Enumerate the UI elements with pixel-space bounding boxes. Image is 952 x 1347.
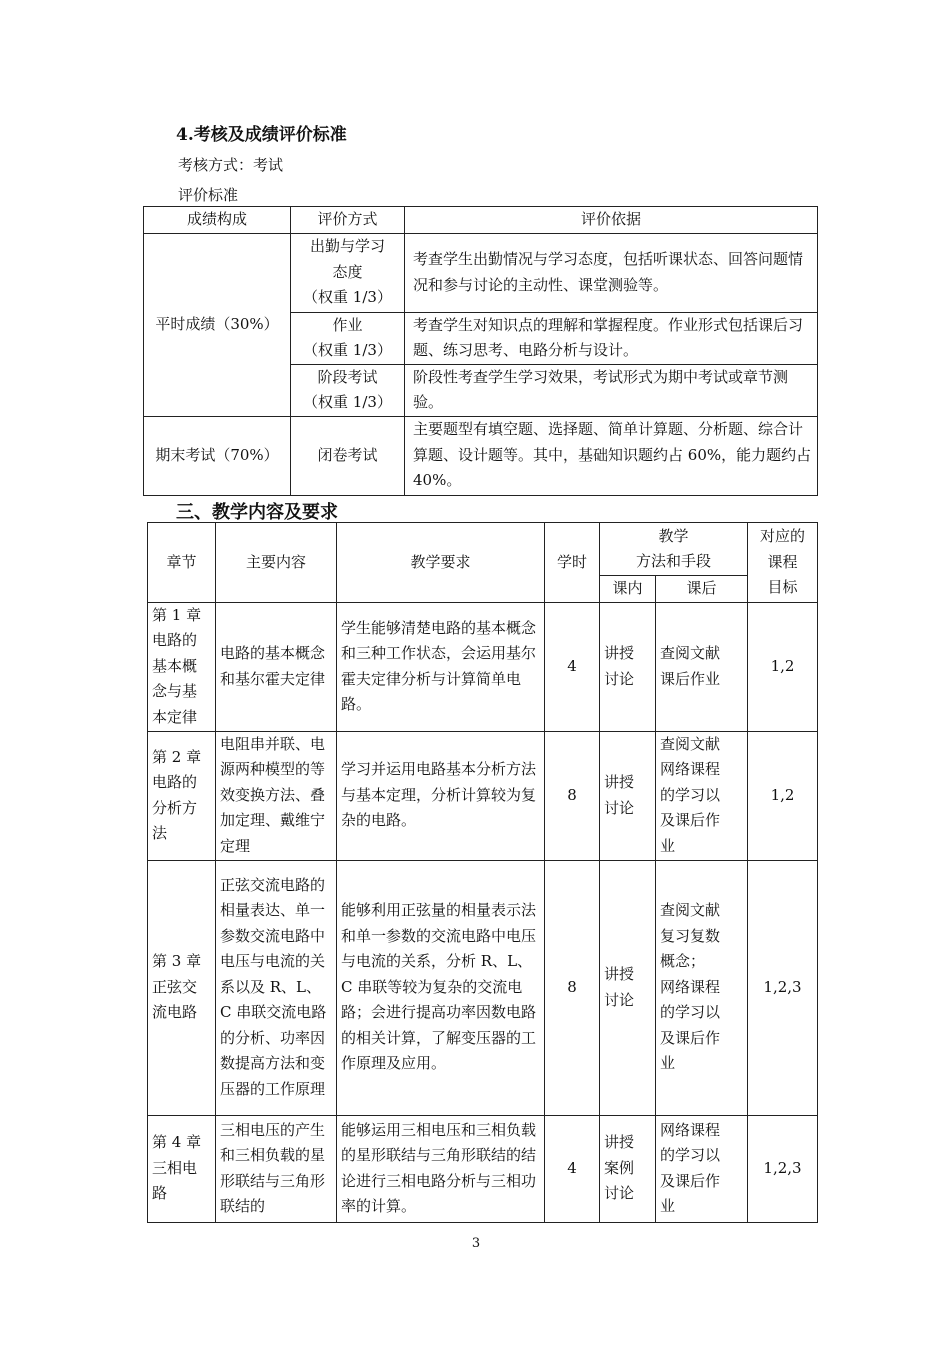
- in-class-cell: 讲授 讨论: [600, 731, 656, 860]
- header-requirement: 教学要求: [337, 523, 545, 603]
- header-hours: 学时: [545, 523, 600, 603]
- table-row: [148, 731, 818, 860]
- goals-cell: 1,2: [748, 602, 818, 731]
- header-main-content: 主要内容: [216, 523, 337, 603]
- after-class-cell: 查阅文献 课后作业: [656, 602, 748, 731]
- table-row: [148, 860, 818, 1115]
- criteria-label: 评价标准: [178, 186, 239, 204]
- after-class-cell: 查阅文献 复习复数 概念； 网络课程 的学习以 及课后作 业: [656, 860, 748, 1115]
- method-cell: 阶段考试 （权重 1/3）: [291, 364, 405, 416]
- content-cell: 三相电压的产生和三相负载的星形联结与三角形联结的: [216, 1115, 337, 1222]
- in-class-cell: 讲授 讨论: [600, 860, 656, 1115]
- teaching-content-table: [147, 522, 818, 1223]
- requirement-cell: 学习并运用电路基本分析方法与基本定理，分析计算较为复杂的电路。: [337, 731, 545, 860]
- requirement-cell: 学生能够清楚电路的基本概念和三种工作状态，会运用基尔霍夫定律分析与计算简单电路。: [337, 602, 545, 731]
- in-class-cell: 讲授 案例 讨论: [600, 1115, 656, 1222]
- goals-cell: 1,2,3: [748, 1115, 818, 1222]
- chapter-cell: 第 1 章 电路的 基本概 念与基 本定律: [148, 602, 216, 731]
- in-class-cell: 讲授 讨论: [600, 602, 656, 731]
- chapter-cell: 第 4 章 三相电 路: [148, 1115, 216, 1222]
- hours-cell: 8: [545, 731, 600, 860]
- method-cell: 作业 （权重 1/3）: [291, 312, 405, 364]
- table-row: [144, 416, 818, 495]
- header-evaluation-method: 评价方式: [291, 207, 405, 234]
- hours-cell: 4: [545, 602, 600, 731]
- basis-cell: 考查学生出勤情况与学习态度，包括听课状态、回答问题情况和参与讨论的主动性、课堂测验等。: [405, 233, 818, 312]
- header-in-class: 课内: [600, 576, 656, 603]
- table-header-row: [144, 207, 818, 234]
- section-heading-assessment: 4.考核及成绩评价标准: [176, 125, 347, 145]
- goals-cell: 1,2,3: [748, 860, 818, 1115]
- method-cell: 闭卷考试: [291, 416, 405, 495]
- hours-cell: 8: [545, 860, 600, 1115]
- table-row: [144, 233, 818, 312]
- header-methods: 教学 方法和手段: [600, 523, 748, 576]
- basis-cell: 阶段性考查学生学习效果，考试形式为期中考试或章节测验。: [405, 364, 818, 416]
- header-goals: 对应的 课程 目标: [748, 523, 818, 603]
- grade-table: [143, 206, 818, 496]
- method-cell: 出勤与学习 态度 （权重 1/3）: [291, 233, 405, 312]
- content-cell: 正弦交流电路的相量表达、单一参数交流电路中电压与电流的关系以及 R、L、C 串联交流电路的分析、功率因数提高方法和变压器的工作原理: [216, 860, 337, 1115]
- content-cell: 电路的基本概念和基尔霍夫定律: [216, 602, 337, 731]
- header-evaluation-basis: 评价依据: [405, 207, 818, 234]
- basis-cell: 主要题型有填空题、选择题、简单计算题、分析题、综合计算题、设计题等。其中，基础知识题约占 60%，能力题约占 40%。: [405, 416, 818, 495]
- table-header-row: [148, 523, 818, 576]
- chapter-cell: 第 3 章 正弦交 流电路: [148, 860, 216, 1115]
- after-class-cell: 查阅文献 网络课程 的学习以 及课后作 业: [656, 731, 748, 860]
- basis-cell: 考查学生对知识点的理解和掌握程度。作业形式包括课后习题、练习思考、电路分析与设计。: [405, 312, 818, 364]
- page-number: 3: [471, 1236, 481, 1251]
- table-row: [148, 1115, 818, 1222]
- table-row: [148, 602, 818, 731]
- chapter-cell: 第 2 章 电路的 分析方 法: [148, 731, 216, 860]
- section-heading-teaching-content: 三、教学内容及要求: [176, 502, 338, 523]
- after-class-cell: 网络课程 的学习以 及课后作 业: [656, 1115, 748, 1222]
- assessment-method-line: 考核方式：考试: [178, 156, 284, 174]
- requirement-cell: 能够运用三相电压和三相负载的星形联结与三角形联结的结论进行三相电路分析与三相功率的计算。: [337, 1115, 545, 1222]
- header-grade-component: 成绩构成: [144, 207, 291, 234]
- header-after-class: 课后: [656, 576, 748, 603]
- final-exam-cell: 期末考试（70%）: [144, 416, 291, 495]
- content-cell: 电阻串并联、电源两种模型的等效变换方法、叠加定理、戴维宁定理: [216, 731, 337, 860]
- header-chapter: 章节: [148, 523, 216, 603]
- goals-cell: 1,2: [748, 731, 818, 860]
- usual-grade-cell: 平时成绩（30%）: [144, 233, 291, 416]
- requirement-cell: 能够利用正弦量的相量表示法和单一参数的交流电路中电压与电流的关系，分析 R、L、C 串联等较为复杂的交流电路；会进行提高功率因数电路的相关计算，了解变压器的工作原理及应用。: [337, 860, 545, 1115]
- hours-cell: 4: [545, 1115, 600, 1222]
